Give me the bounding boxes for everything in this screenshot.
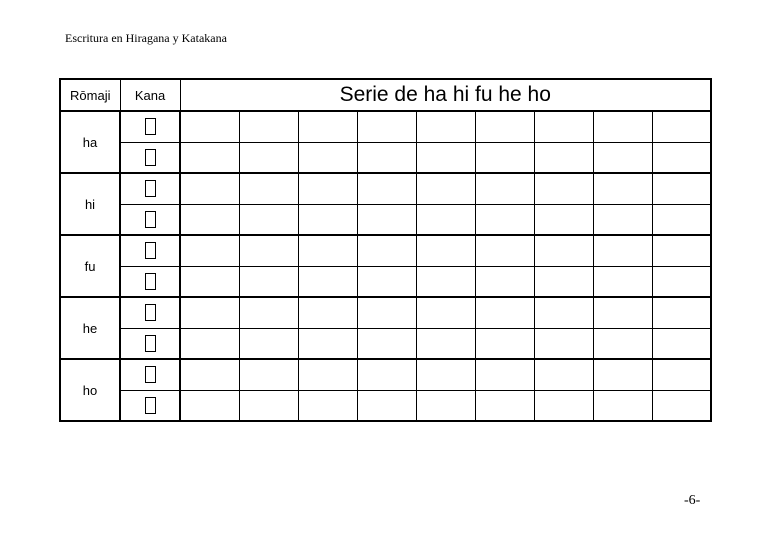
practice-cell xyxy=(534,142,593,173)
practice-cell xyxy=(357,359,416,390)
practice-cell xyxy=(357,142,416,173)
practice-cell xyxy=(239,235,298,266)
practice-cell xyxy=(298,328,357,359)
kana-glyph-box xyxy=(145,397,156,414)
practice-cell xyxy=(475,173,534,204)
table-row xyxy=(60,359,711,390)
romaji-cell: fu xyxy=(60,235,120,297)
practice-cell xyxy=(180,142,239,173)
practice-cell xyxy=(416,111,475,142)
practice-cell xyxy=(239,173,298,204)
practice-cell xyxy=(593,173,652,204)
practice-cell xyxy=(593,235,652,266)
practice-cell xyxy=(239,266,298,297)
kana-glyph-box xyxy=(145,335,156,352)
practice-cell xyxy=(416,390,475,421)
practice-cell xyxy=(180,235,239,266)
practice-cell xyxy=(593,111,652,142)
practice-cell xyxy=(534,111,593,142)
practice-cell xyxy=(593,266,652,297)
romaji-cell: ha xyxy=(60,111,120,173)
practice-cell xyxy=(593,328,652,359)
practice-cell xyxy=(239,297,298,328)
practice-cell xyxy=(475,328,534,359)
kana-column-header: Kana xyxy=(120,79,180,111)
practice-cell xyxy=(475,111,534,142)
practice-cell xyxy=(534,359,593,390)
kana-glyph-box xyxy=(145,273,156,290)
practice-cell xyxy=(298,173,357,204)
kana-cell xyxy=(120,142,180,173)
practice-cell xyxy=(652,142,711,173)
table-row xyxy=(60,266,711,297)
practice-cell xyxy=(239,328,298,359)
practice-cell xyxy=(298,297,357,328)
practice-cell xyxy=(475,235,534,266)
practice-cell xyxy=(180,173,239,204)
kana-cell xyxy=(120,266,180,297)
practice-cell xyxy=(534,266,593,297)
kana-cell xyxy=(120,359,180,390)
kana-cell xyxy=(120,111,180,142)
practice-cell xyxy=(298,142,357,173)
practice-cell xyxy=(298,359,357,390)
practice-cell xyxy=(180,204,239,235)
table-row xyxy=(60,235,711,266)
kana-glyph-box xyxy=(145,211,156,228)
practice-cell xyxy=(239,359,298,390)
practice-cell xyxy=(180,266,239,297)
romaji-cell: hi xyxy=(60,173,120,235)
table-title: Serie de ha hi fu he ho xyxy=(180,79,711,111)
practice-cell xyxy=(593,390,652,421)
practice-cell xyxy=(534,390,593,421)
practice-cell xyxy=(475,359,534,390)
document-header: Escritura en Hiragana y Katakana xyxy=(65,31,227,45)
table-row xyxy=(60,142,711,173)
table-row xyxy=(60,297,711,328)
practice-cell xyxy=(475,142,534,173)
practice-cell xyxy=(652,390,711,421)
practice-cell xyxy=(357,235,416,266)
table-row xyxy=(60,111,711,142)
kana-glyph-box xyxy=(145,242,156,259)
romaji-cell: he xyxy=(60,297,120,359)
practice-cell xyxy=(534,328,593,359)
practice-cell xyxy=(652,173,711,204)
practice-cell xyxy=(416,359,475,390)
practice-cell xyxy=(180,390,239,421)
practice-cell xyxy=(652,328,711,359)
kana-cell xyxy=(120,235,180,266)
practice-cell xyxy=(357,204,416,235)
practice-cell xyxy=(239,142,298,173)
kana-glyph-box xyxy=(145,149,156,166)
practice-cell xyxy=(357,390,416,421)
practice-cell xyxy=(416,297,475,328)
practice-cell xyxy=(652,266,711,297)
practice-cell xyxy=(239,390,298,421)
practice-cell xyxy=(534,235,593,266)
practice-cell xyxy=(416,266,475,297)
practice-cell xyxy=(298,235,357,266)
kana-glyph-box xyxy=(145,118,156,135)
practice-cell xyxy=(652,359,711,390)
practice-cell xyxy=(239,111,298,142)
kana-cell xyxy=(120,328,180,359)
practice-cell xyxy=(180,297,239,328)
practice-cell xyxy=(239,204,298,235)
practice-cell xyxy=(652,111,711,142)
kana-cell xyxy=(120,297,180,328)
table-row xyxy=(60,204,711,235)
practice-cell xyxy=(357,297,416,328)
romaji-cell: ho xyxy=(60,359,120,421)
practice-cell xyxy=(593,204,652,235)
practice-cell xyxy=(357,111,416,142)
practice-cell xyxy=(180,359,239,390)
kana-practice-table xyxy=(59,78,712,422)
table-header-row xyxy=(60,79,711,111)
table-row xyxy=(60,390,711,421)
practice-cell xyxy=(357,328,416,359)
practice-cell xyxy=(298,204,357,235)
practice-cell xyxy=(652,235,711,266)
practice-cell xyxy=(534,173,593,204)
practice-cell xyxy=(357,173,416,204)
kana-cell xyxy=(120,204,180,235)
kana-cell xyxy=(120,390,180,421)
romaji-column-header: Rōmaji xyxy=(60,79,120,111)
practice-cell xyxy=(416,235,475,266)
table-row xyxy=(60,173,711,204)
practice-cell xyxy=(416,142,475,173)
practice-cell xyxy=(416,173,475,204)
practice-cell xyxy=(298,266,357,297)
practice-cell xyxy=(298,111,357,142)
practice-cell xyxy=(652,297,711,328)
practice-cell xyxy=(357,266,416,297)
practice-cell xyxy=(180,328,239,359)
practice-cell xyxy=(416,328,475,359)
practice-cell xyxy=(593,142,652,173)
kana-glyph-box xyxy=(145,180,156,197)
page-number: -6- xyxy=(684,493,701,508)
practice-cell xyxy=(593,297,652,328)
practice-cell xyxy=(475,204,534,235)
practice-cell xyxy=(298,390,357,421)
practice-cell xyxy=(593,359,652,390)
practice-cell xyxy=(416,204,475,235)
practice-cell xyxy=(180,111,239,142)
kana-cell xyxy=(120,173,180,204)
practice-cell xyxy=(534,204,593,235)
practice-cell xyxy=(475,390,534,421)
practice-cell xyxy=(475,266,534,297)
practice-cell xyxy=(475,297,534,328)
kana-glyph-box xyxy=(145,304,156,321)
practice-cell xyxy=(534,297,593,328)
table-row xyxy=(60,328,711,359)
practice-cell xyxy=(652,204,711,235)
kana-glyph-box xyxy=(145,366,156,383)
